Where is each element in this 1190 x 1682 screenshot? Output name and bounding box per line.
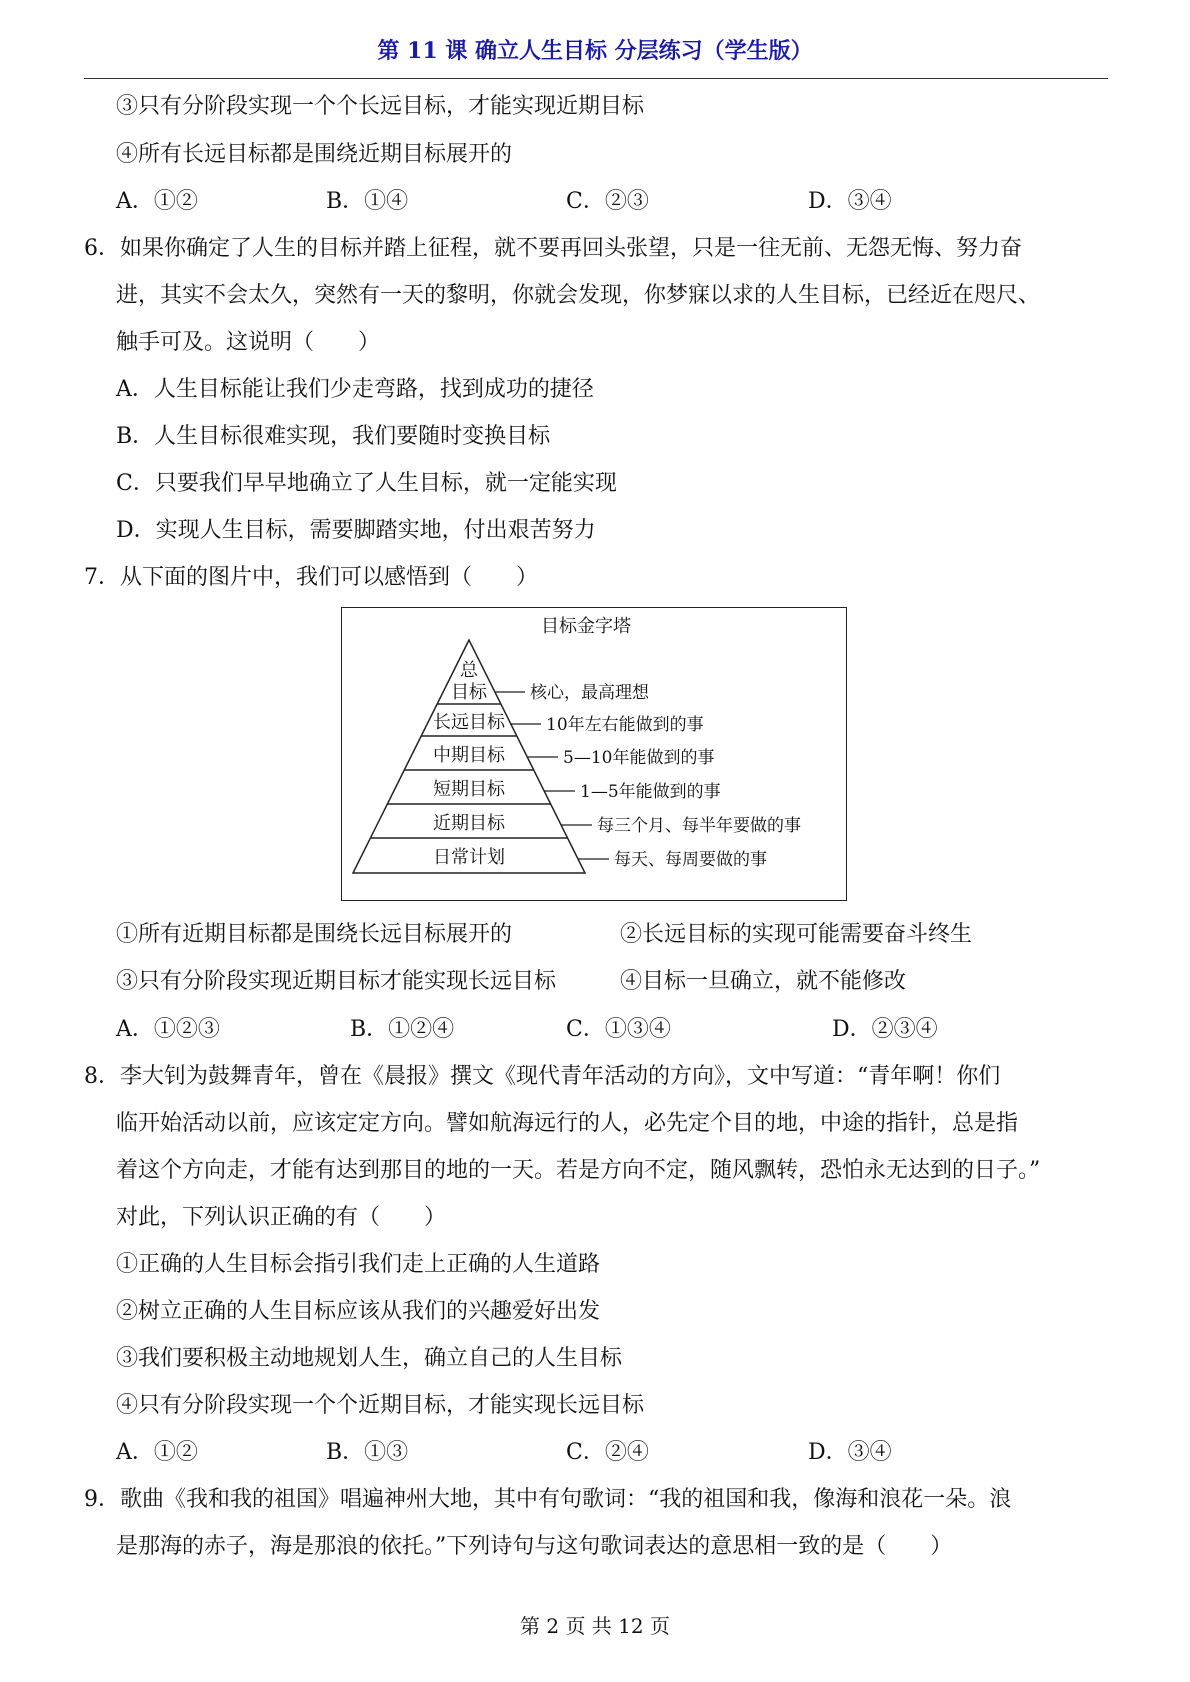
note-1-5-years: 1—5年能做到的事	[580, 782, 721, 802]
note-core-ideal: 核心，最高理想	[530, 683, 649, 703]
q7-item-2: ②长远目标的实现可能需要奋斗终生	[620, 922, 973, 947]
q6-option-b: B．人生目标很难实现，我们要随时变换目标	[116, 424, 551, 449]
q8-stem-line-2: 临开始活动以前，应该定定方向。譬如航海远行的人，必先定个目的地，中途的指针，总是指	[116, 1111, 1019, 1136]
note-daily-weekly: 每天、每周要做的事	[614, 850, 767, 870]
q5-option-d: D．③④	[808, 189, 892, 214]
q7-stem: 7．从下面的图片中，我们可以感悟到（ ）	[84, 565, 538, 590]
q7-option-a: A．①②③	[116, 1017, 220, 1042]
q7-option-b: B．①②④	[350, 1017, 455, 1042]
level-label-mid-term: 中期目标	[433, 745, 505, 766]
q7-option-c: C．①③④	[566, 1017, 671, 1042]
q8-option-a: A．①②	[116, 1440, 198, 1465]
figure-title: 目标金字塔	[541, 616, 631, 637]
q5-option-a: A．①②	[116, 189, 198, 214]
q8-option-d: D．③④	[808, 1440, 892, 1465]
q6-option-d: D．实现人生目标，需要脚踏实地，付出艰苦努力	[116, 518, 596, 543]
q6-stem-line-3: 触手可及。这说明（ ）	[116, 330, 381, 355]
level-label-mubiao: 目标	[451, 682, 487, 703]
q6-stem-line-2: 进，其实不会太久，突然有一天的黎明，你就会发现，你梦寐以求的人生目标，已经近在咫尺、	[116, 283, 1041, 308]
goal-pyramid-figure	[341, 607, 847, 901]
q9-stem-line-2: 是那海的赤子，海是那浪的依托。”下列诗句与这句歌词表达的意思相一致的是（ ）	[116, 1534, 953, 1559]
note-quarterly: 每三个月、每半年要做的事	[597, 816, 801, 836]
note-5-10-years: 5—10年能做到的事	[563, 748, 715, 768]
q9-stem-line-1: 9．歌曲《我和我的祖国》唱遍神州大地，其中有句歌词：“我的祖国和我，像海和浪花一朵。浪	[84, 1487, 1012, 1512]
q6-stem-line-1: 6．如果你确定了人生的目标并踏上征程，就不要再回头张望，只是一往无前、无怨无悔、努力奋	[84, 236, 1023, 261]
q8-option-b: B．①③	[326, 1440, 409, 1465]
q7-item-4: ④目标一旦确立，就不能修改	[620, 969, 907, 994]
q7-option-d: D．②③④	[832, 1017, 938, 1042]
q6-option-c: C．只要我们早早地确立了人生目标，就一定能实现	[116, 471, 617, 496]
q8-stem-line-4: 对此，下列认识正确的有（ ）	[116, 1205, 447, 1230]
q5-option-b: B．①④	[326, 189, 409, 214]
q6-option-a: A．人生目标能让我们少走弯路，找到成功的捷径	[116, 377, 594, 402]
q8-stem-line-3: 着这个方向走，才能有达到那目的地的一天。若是方向不定，随风飘转，恐怕永无达到的日子。”	[116, 1158, 1041, 1183]
q5-option-c: C．②③	[566, 189, 649, 214]
q5-item-3: ③只有分阶段实现一个个长远目标，才能实现近期目标	[116, 94, 645, 119]
page-footer: 第 2 页 共 12 页	[520, 1614, 670, 1638]
q8-option-c: C．②④	[566, 1440, 649, 1465]
note-10-years: 10年左右能做到的事	[546, 715, 704, 735]
q7-item-1: ①所有近期目标都是围绕长远目标展开的	[116, 922, 513, 947]
q8-item-1: ①正确的人生目标会指引我们走上正确的人生道路	[116, 1252, 601, 1277]
q8-item-2: ②树立正确的人生目标应该从我们的兴趣爱好出发	[116, 1299, 601, 1324]
level-label-zong: 总	[460, 660, 478, 681]
q8-stem-line-1: 8．李大钊为鼓舞青年，曾在《晨报》撰文《现代青年活动的方向》，文中写道：“青年啊！你们	[84, 1064, 1001, 1089]
q8-item-4: ④只有分阶段实现一个个近期目标，才能实现长远目标	[116, 1393, 645, 1418]
level-label-long-term: 长远目标	[433, 712, 505, 733]
level-label-short-term: 短期目标	[433, 779, 505, 800]
level-label-daily-plan: 日常计划	[433, 847, 505, 868]
page-header-title: 第 11 课 确立人生目标 分层练习（学生版）	[377, 38, 813, 64]
q8-item-3: ③我们要积极主动地规划人生，确立自己的人生目标	[116, 1346, 623, 1371]
q5-item-4: ④所有长远目标都是围绕近期目标展开的	[116, 142, 513, 167]
q7-item-3: ③只有分阶段实现近期目标才能实现长远目标	[116, 969, 557, 994]
header-divider	[84, 78, 1108, 79]
level-label-near-term: 近期目标	[433, 813, 505, 834]
